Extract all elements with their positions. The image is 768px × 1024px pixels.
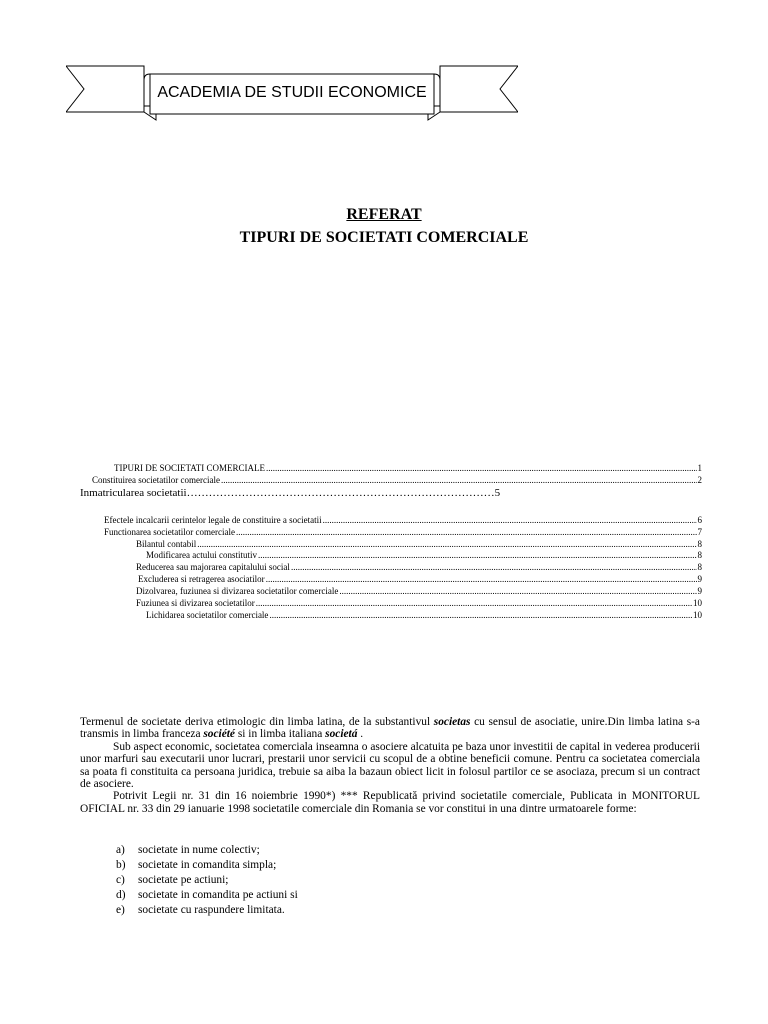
toc-entry-page: 7 — [697, 527, 702, 537]
toc-entry[interactable] — [104, 515, 702, 525]
term-societe: société — [203, 728, 235, 741]
document-heading: REFERAT — [346, 206, 422, 223]
paragraph-etymology: Termenul de societate deriva etimologic din limba latina, de la substantivul societas cu sensul de asociatie, unire.Din limba latina s-a transmis in limba franceza société si in limba italiana societá . — [80, 716, 700, 741]
toc-entry-label: Modificarea actului constitutiv — [146, 550, 257, 560]
toc-entry[interactable] — [136, 598, 702, 608]
paragraph-economic: Sub aspect economic, societatea comerciala inseamna o asociere alcatuita pe baza unor investitii de capital in vederea producerii unor marfuri sau executarii unor lucrari, prestarii unor servicii cu scopul de a obtine beneficii comune. Pentru ca societatea comerciala sa poata fi constituita ca persoana juridica, trebuie sa aiba la bazaun obiect licit in folosul partilor ce se asociaza, precum si un contract de asociere. — [80, 740, 700, 791]
list-item: e) societate cu raspundere limitata. — [116, 904, 285, 916]
toc-entry-label: Functionarea societatilor comerciale — [104, 527, 235, 537]
document-title: TIPURI DE SOCIETATI COMERCIALE — [239, 229, 529, 246]
paragraph-legal: Potrivit Legii nr. 31 din 16 noiembrie 1990*) *** Republicată privind societatile comerciale, Publicata in MONITORUL OFICIAL nr. 33 din 29 ianuarie 1998 societatile comerciale din Romania se vor constitui in una dintre urmatoarele forme: — [80, 790, 700, 815]
toc-leader — [291, 562, 697, 572]
toc-entry-page: 10 — [693, 598, 702, 608]
toc-entry[interactable] — [146, 610, 702, 620]
toc-entry[interactable] — [146, 550, 702, 560]
toc-entry-page: 2 — [697, 475, 702, 485]
toc-leader — [339, 586, 696, 596]
toc-leader — [197, 539, 696, 549]
toc-entry-label: Excluderea si retragerea asociatilor — [138, 574, 265, 584]
toc-entry-label: Efectele incalcarii cerintelor legale de constituire a societatii — [104, 515, 322, 525]
toc-entry-label: Reducerea sau majorarea capitalului social — [136, 562, 290, 572]
list-item: b) societate in comandita simpla; — [116, 859, 277, 871]
toc-entry-page: 8 — [697, 562, 702, 572]
institution-name: ACADEMIA DE STUDII ECONOMICE — [157, 84, 427, 101]
toc-entry-label: Constituirea societatilor comerciale — [92, 475, 220, 485]
list-item: c) societate pe actiuni; — [116, 874, 229, 886]
toc-entry-page: 1 — [697, 463, 702, 473]
toc-entry-label: Bilantul contabil — [136, 539, 197, 549]
toc-leader — [256, 598, 692, 608]
toc-leader — [269, 610, 692, 620]
toc-entry-label: Inmatricularea societatii…………………………………………………………………………5 — [80, 487, 501, 499]
toc-entry-label: TIPURI DE SOCIETATI COMERCIALE — [114, 463, 266, 473]
list-item: a) societate in nume colectiv; — [116, 844, 260, 856]
list-item: d) societate in comandita pe actiuni si — [116, 889, 298, 901]
forms-list — [116, 843, 298, 918]
toc-leader — [258, 550, 697, 560]
toc-entry-label: Dizolvarea, fuziunea si divizarea societatilor comerciale — [136, 586, 339, 596]
toc-entry[interactable] — [138, 574, 702, 584]
term-societa: societá — [325, 728, 358, 741]
toc-entry[interactable] — [136, 539, 702, 549]
toc-leader — [236, 527, 697, 537]
toc-entry-page: 8 — [697, 539, 702, 549]
term-societas: societas — [433, 716, 471, 728]
toc-leader — [323, 515, 697, 525]
toc-leader — [266, 574, 697, 584]
toc-entry[interactable] — [136, 586, 702, 596]
toc-entry[interactable] — [114, 463, 702, 473]
toc-entry[interactable] — [80, 487, 500, 499]
toc-entry[interactable] — [104, 527, 702, 537]
header-banner — [66, 56, 518, 128]
toc-leader — [221, 475, 697, 485]
toc-entry[interactable] — [92, 475, 702, 485]
toc-leader — [266, 463, 696, 473]
toc-entry-label: Fuziunea si divizarea societatilor — [136, 598, 255, 608]
toc-entry-page: 9 — [697, 574, 702, 584]
body-text — [80, 716, 700, 815]
toc-entry-page: 6 — [697, 515, 702, 525]
toc-entry[interactable] — [136, 562, 702, 572]
toc-entry-label: Lichidarea societatilor comerciale — [146, 610, 269, 620]
toc-entry-page: 9 — [697, 586, 702, 596]
toc-entry-page: 10 — [693, 610, 702, 620]
toc-entry-page: 8 — [697, 550, 702, 560]
